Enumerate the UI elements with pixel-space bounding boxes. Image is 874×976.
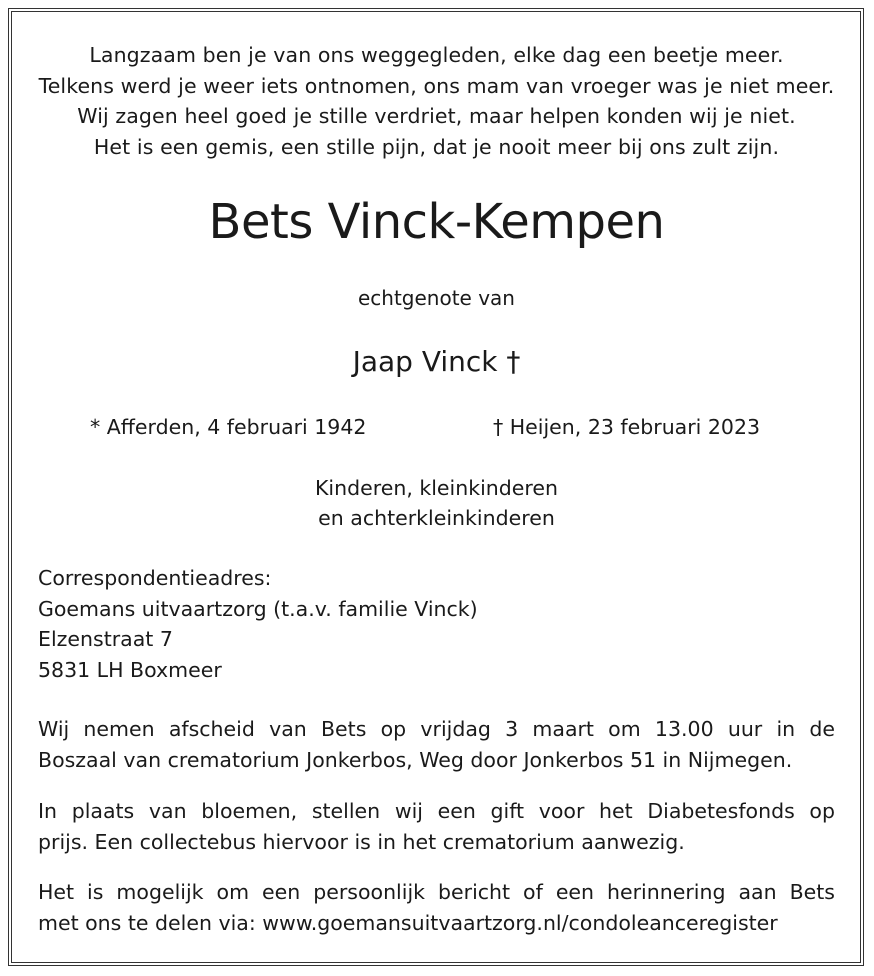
poem-line: Wij zagen heel goed je stille verdriet, maar helpen konden wij je niet. (77, 104, 796, 128)
condolence-paragraph (38, 877, 835, 938)
life-dates (38, 412, 835, 442)
memorial-poem (38, 40, 835, 162)
paragraph-line: Boszaal van crematorium Jonkerbos, Weg door Jonkerbos 51 in Nijmegen. (38, 747, 793, 772)
relation-label: echtgenote van (357, 286, 515, 310)
spouse-name: Jaap Vinck † (352, 345, 521, 378)
address-line: Elzenstraat 7 (38, 627, 173, 651)
death-date: † Heijen, 23 februari 2023 (493, 415, 761, 439)
poem-line: Langzaam ben je van ons weggegleden, elke dag een beetje meer. (89, 43, 784, 67)
poem-line: Telkens werd je weer iets ontnomen, ons mam van vroeger was je niet meer. (38, 73, 835, 98)
paragraph-line: prijs. Een collectebus hiervoor is in het crematorium aanwezig. (38, 829, 685, 854)
correspondence-address (38, 563, 835, 685)
farewell-paragraph (38, 714, 835, 775)
paragraph-line: Het is mogelijk om een persoonlijk bericht of een herinnering aan Bets (38, 880, 835, 904)
donation-paragraph (38, 796, 835, 857)
family-line: en achterkleinkinderen (318, 506, 555, 530)
birth-date: * Afferden, 4 februari 1942 (90, 415, 367, 439)
paragraph-line: Wij nemen afscheid van Bets op vrijdag 3 maart om 13.00 uur in de (38, 717, 835, 741)
paragraph-line: met ons te delen via: www.goemansuitvaartzorg.nl/condoleanceregister (38, 910, 778, 935)
address-line: 5831 LH Boxmeer (38, 657, 222, 682)
poem-line: Het is een gemis, een stille pijn, dat je nooit meer bij ons zult zijn. (93, 134, 780, 159)
family-signature (38, 473, 835, 533)
deceased-name: Bets Vinck-Kempen (208, 194, 665, 250)
address-line: Goemans uitvaartzorg (t.a.v. familie Vinck) (38, 596, 478, 621)
paragraph-line: In plaats van bloemen, stellen wij een gift voor het Diabetesfonds op (38, 799, 835, 823)
address-line: Correspondentieadres: (38, 566, 272, 590)
family-line: Kinderen, kleinkinderen (314, 476, 558, 500)
